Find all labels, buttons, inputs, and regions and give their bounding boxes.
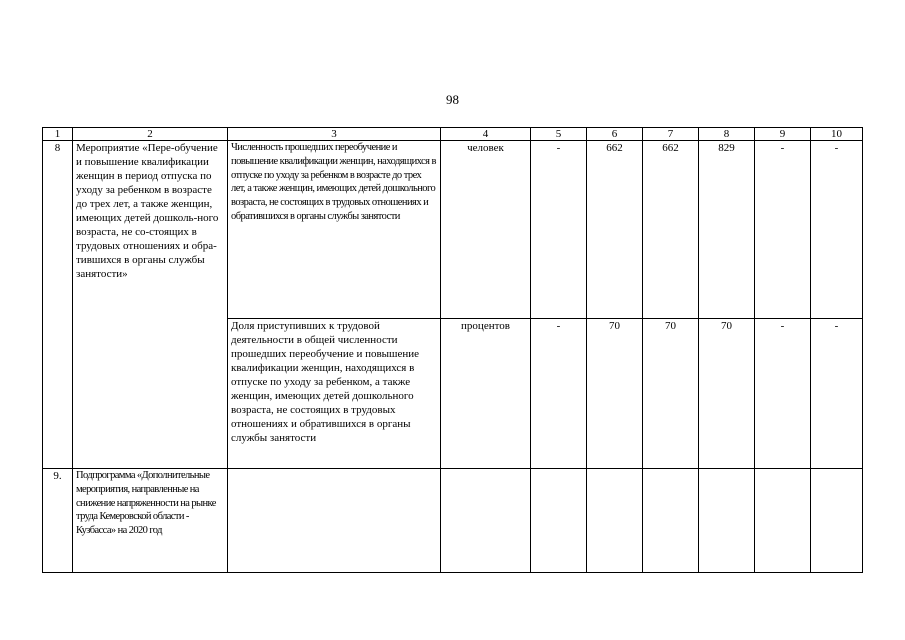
value-cell: - <box>811 319 863 469</box>
header-cell: 10 <box>811 128 863 141</box>
value-cell: 70 <box>699 319 755 469</box>
header-cell: 8 <box>699 128 755 141</box>
indicator-name: Численность прошедших переобучение и повышение квалификации женщин, находящихся в отпуске по уходу за ребенком в возрасте до трех лет, а также женщин, имеющих детей дошкольного возраста, не состоящих в трудовых отношениях и обратившихся в органы службы занятости <box>228 141 441 319</box>
header-cell: 7 <box>643 128 699 141</box>
value-cell: - <box>755 141 811 319</box>
value-cell: 70 <box>643 319 699 469</box>
value-cell: - <box>755 319 811 469</box>
subprogram-name: Подпрограмма «Дополнительные мероприятия, направленные на снижение напряженности на рынке труда Кемеровской области - Кузбасса» на 2020 год <box>73 469 228 573</box>
empty-cell <box>531 469 587 573</box>
empty-cell <box>228 469 441 573</box>
empty-cell <box>699 469 755 573</box>
header-cell: 6 <box>587 128 643 141</box>
value-cell: 70 <box>587 319 643 469</box>
value-cell: 662 <box>587 141 643 319</box>
value-cell: - <box>811 141 863 319</box>
indicator-name: Доля приступивших к трудовой деятельности в общей численности прошедших переобучение и повышение квалификации женщин, находящихся в отпуске по уходу за ребенком, а также женщин, имеющих детей дошкольного возраста, не состоящих в трудовых отношениях и обратившихся в органы службы занятости <box>228 319 441 469</box>
indicator-unit: человек <box>441 141 531 319</box>
value-cell: 829 <box>699 141 755 319</box>
indicator-unit: процентов <box>441 319 531 469</box>
empty-cell <box>811 469 863 573</box>
header-cell: 1 <box>43 128 73 141</box>
row-number: 9. <box>43 469 73 573</box>
empty-cell <box>587 469 643 573</box>
empty-cell <box>441 469 531 573</box>
empty-cell <box>643 469 699 573</box>
empty-cell <box>755 469 811 573</box>
page-number: 98 <box>446 92 459 107</box>
table-row-8a <box>43 141 863 319</box>
program-table <box>42 127 863 573</box>
header-cell: 2 <box>73 128 228 141</box>
value-cell: 662 <box>643 141 699 319</box>
header-cell: 4 <box>441 128 531 141</box>
row-number: 8 <box>43 141 73 469</box>
table-row-9 <box>43 469 863 573</box>
value-cell: - <box>531 319 587 469</box>
measure-name: Мероприятие «Пере-обучение и повышение квалификации женщин в период отпуска по уходу за ребенком в возрасте до трех лет, а также женщин, имеющих детей дошколь-ного возраста, не со-стоящих в трудовых отношениях и обра-тившихся в органы службы занятости» <box>73 141 228 469</box>
header-cell: 3 <box>228 128 441 141</box>
header-cell: 9 <box>755 128 811 141</box>
value-cell: - <box>531 141 587 319</box>
header-row <box>43 128 863 141</box>
header-cell: 5 <box>531 128 587 141</box>
